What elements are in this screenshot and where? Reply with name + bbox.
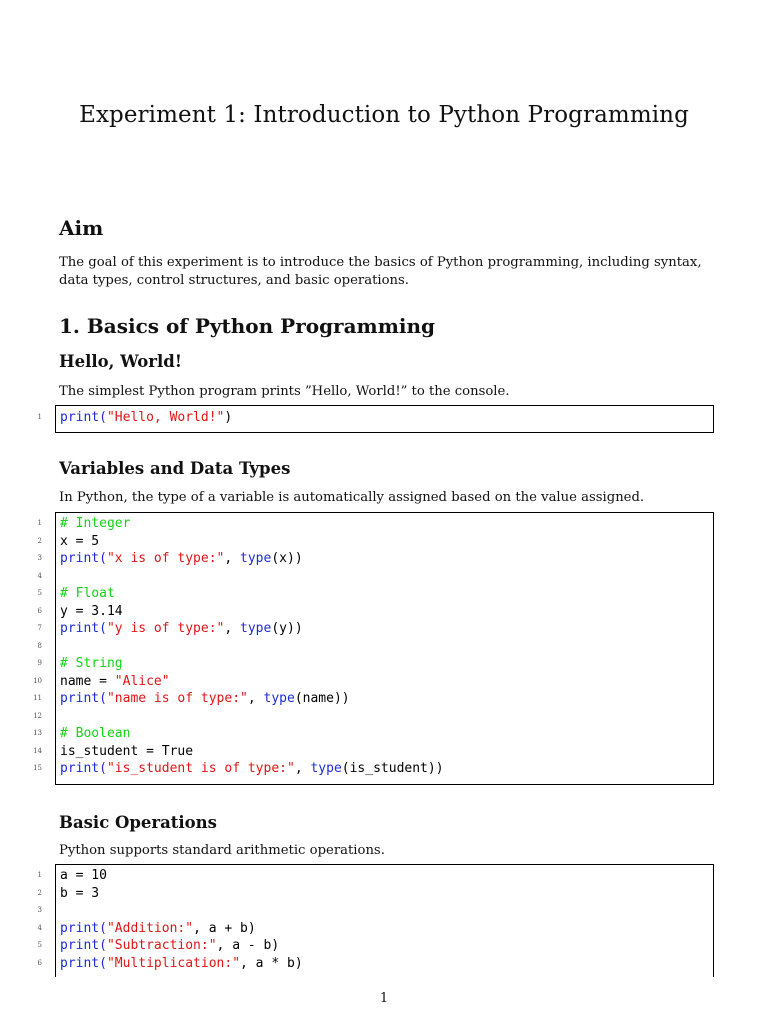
code-block-operations <box>55 864 714 977</box>
code-token-kw: print( <box>60 691 107 706</box>
code-token-rest: , <box>224 551 241 566</box>
line-number: 4 <box>37 923 42 932</box>
aim-heading: Aim <box>59 216 104 240</box>
code-line <box>60 409 232 427</box>
code-token-cm: # String <box>60 656 123 671</box>
code-token-rest2: (name)) <box>294 691 350 706</box>
code-token-st: "Subtraction:" <box>106 938 217 953</box>
code-line <box>60 603 123 621</box>
line-number: 14 <box>33 746 42 755</box>
code-line <box>60 725 130 743</box>
code-token-plain: is_student = True <box>60 743 194 759</box>
code-token-rest: , a * b) <box>240 955 303 971</box>
code-line <box>60 655 123 673</box>
code-token-cm: # Boolean <box>60 726 131 741</box>
line-number: 2 <box>37 536 42 545</box>
code-line <box>60 867 107 885</box>
line-number: 13 <box>33 729 42 737</box>
code-token-rest: , <box>224 621 241 636</box>
code-token-cm: # Integer <box>60 516 131 531</box>
variables-paragraph: In Python, the type of a variable is automatically assigned based on the value assigned. <box>59 490 645 505</box>
code-token-st: "name is of type:" <box>106 691 248 706</box>
code-token-kw2: type <box>240 551 272 566</box>
code-line <box>60 920 256 938</box>
line-number: 3 <box>37 554 42 562</box>
line-number: 8 <box>37 641 42 650</box>
code-token-st: "Multiplication:" <box>106 955 241 971</box>
code-token-rest: , a - b) <box>216 938 280 953</box>
line-number: 2 <box>37 888 42 897</box>
operations-paragraph: Python supports standard arithmetic operations. <box>59 843 385 858</box>
code-token-kw2: type <box>240 621 272 636</box>
code-token-rest: , a + b) <box>193 920 256 936</box>
code-line <box>60 760 444 778</box>
code-token-rest2: (x)) <box>271 551 303 566</box>
code-token-st: "Addition:" <box>106 920 194 936</box>
code-line <box>60 515 130 533</box>
code-line <box>60 690 350 708</box>
code-token-st: "y is of type:" <box>106 621 225 636</box>
line-number: 15 <box>33 764 42 772</box>
code-token-plain: y = 3.14 <box>60 603 123 619</box>
code-token-plain: name = <box>60 673 115 689</box>
code-token-rest2: (is_student)) <box>341 761 444 776</box>
code-line <box>60 585 115 603</box>
hello-world-heading: Hello, World! <box>59 352 183 371</box>
code-token-rest: , <box>247 691 264 706</box>
line-number: 12 <box>33 711 42 720</box>
line-number: 5 <box>37 941 42 949</box>
code-token-rest: ) <box>224 410 233 425</box>
code-block-variables <box>55 512 714 785</box>
code-token-st: "is_student is of type:" <box>106 761 295 776</box>
line-number: 9 <box>37 659 42 667</box>
page-number: 1 <box>379 991 389 1006</box>
line-number: 3 <box>37 906 42 914</box>
code-line <box>60 533 99 551</box>
code-token-rest: , <box>294 761 311 776</box>
line-number: 1 <box>37 519 42 527</box>
line-number: 1 <box>37 871 42 879</box>
code-token-plain: a = 10 <box>60 868 107 883</box>
code-line <box>60 885 99 903</box>
section-heading: 1. Basics of Python Programming <box>59 314 435 338</box>
code-line <box>60 743 193 761</box>
code-token-rest2: (y)) <box>271 621 303 636</box>
line-number: 7 <box>37 624 42 632</box>
line-number: 5 <box>37 589 42 597</box>
variables-heading: Variables and Data Types <box>59 459 291 478</box>
code-line <box>60 550 303 568</box>
code-token-kw2: type <box>263 691 295 706</box>
aim-paragraph: The goal of this experiment is to introduce the basics of Python programming, including syntax, data types, control structures, and basic operations. <box>59 255 702 288</box>
code-token-kw: print( <box>60 920 107 936</box>
code-token-kw2: type <box>310 761 342 776</box>
document-title: Experiment 1: Introduction to Python Programming <box>79 102 689 128</box>
code-token-kw: print( <box>60 621 107 636</box>
code-token-st: "Hello, World!" <box>106 410 225 425</box>
code-token-kw: print( <box>60 551 107 566</box>
code-line <box>60 937 279 955</box>
code-line <box>60 955 303 973</box>
line-number: 1 <box>37 413 42 421</box>
code-line <box>60 673 170 691</box>
code-token-kw: print( <box>60 938 107 953</box>
line-number: 11 <box>33 694 42 702</box>
code-token-st: "Alice" <box>114 673 170 689</box>
hello-world-paragraph: The simplest Python program prints ”Hello, World!” to the console. <box>59 384 510 399</box>
line-number: 6 <box>37 958 42 967</box>
line-number: 6 <box>37 606 42 615</box>
code-token-kw: print( <box>60 761 107 776</box>
line-number: 10 <box>33 676 42 685</box>
code-token-kw: print( <box>60 955 107 971</box>
code-block-hello <box>55 405 714 433</box>
line-number: 4 <box>37 571 42 580</box>
code-token-plain: x = 5 <box>60 533 100 549</box>
code-token-kw: print( <box>60 410 107 425</box>
operations-heading: Basic Operations <box>59 813 217 832</box>
code-line <box>60 620 303 638</box>
code-token-st: "x is of type:" <box>106 551 225 566</box>
code-token-plain: b = 3 <box>60 885 100 901</box>
code-token-cm: # Float <box>60 586 115 601</box>
